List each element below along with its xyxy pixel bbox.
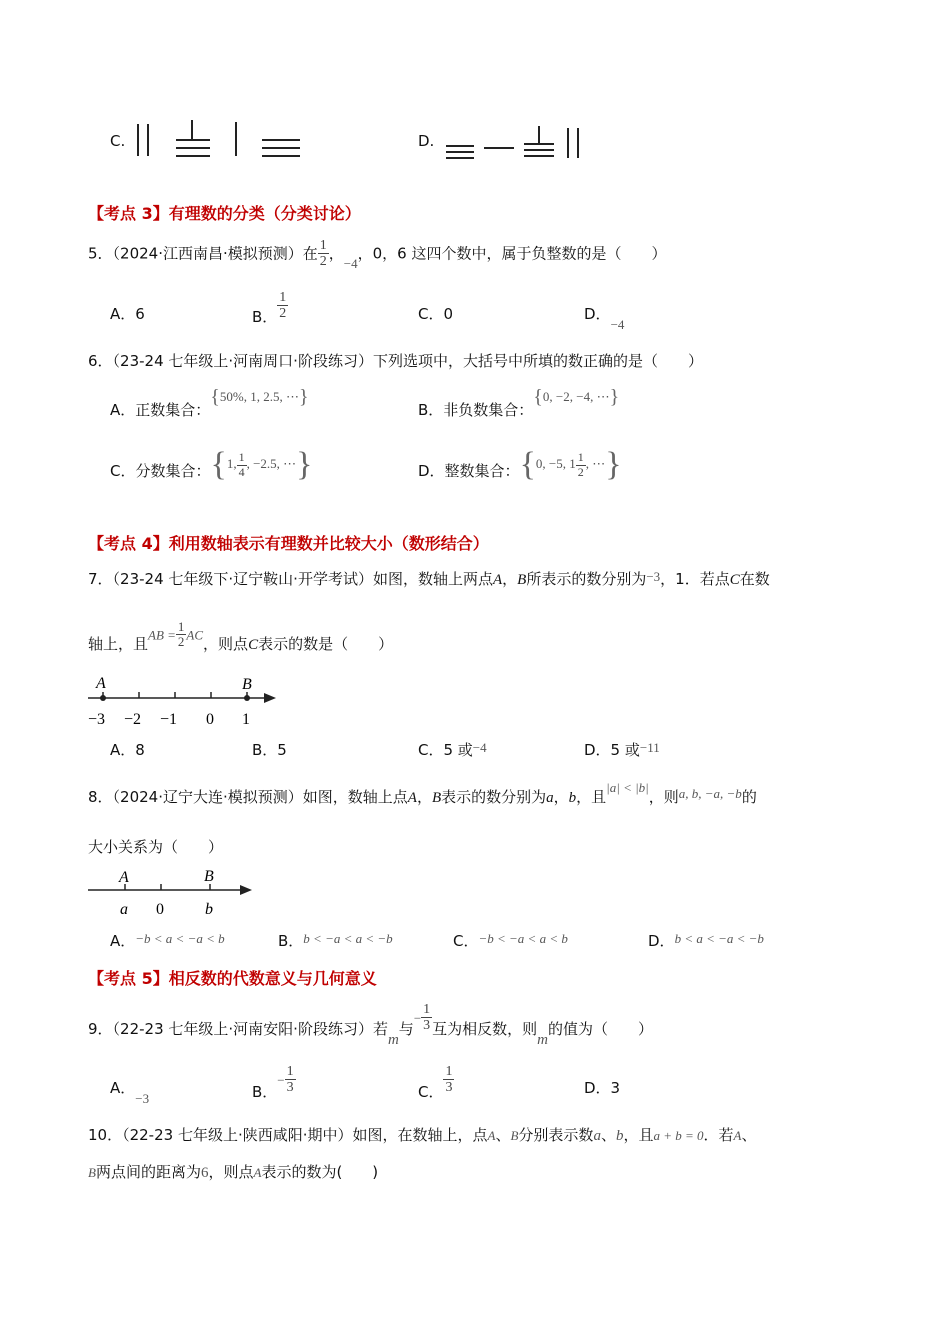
section-heading-4: 【考点 4】利用数轴表示有理数并比较大小（数形结合） [88,534,489,553]
question-source: （2024·江西南昌·模拟预测）在 [112,244,318,263]
prev-option-d [418,132,434,150]
question-text: ，0，6 这四个数中，属于负整数的是（ ） [357,244,667,263]
rod-numeral-c [132,116,307,162]
question-10-line1: 10．（22-23 七年级上·陕西咸阳·期中）如图，在数轴上，点A、B分别表示数a、b，且a + b = 0．若A、 [88,1126,757,1144]
tick-label: b [205,901,213,918]
q5-option-a: A．6 [110,305,145,323]
question-10-line2: B两点间的距离为6，则点A表示的数为( ) [88,1163,379,1181]
q8-option-c: C．−b < −a < a < b [453,931,568,950]
q7-option-b: B．5 [252,741,287,759]
question-text: （23-24 七年级上·河南周口·阶段练习）下列选项中，大括号中所填的数正确的是（ ） [112,352,703,370]
q5-option-d: D．−4 [584,305,625,332]
q9-option-a: A．−3 [110,1079,150,1106]
q9-option-b: B．− $\frac{1}{3}$ [252,1064,294,1102]
question-number: 8． [88,788,113,806]
q8-option-d: D．b < a < −a < −b [648,931,764,950]
q9-option-d: D．3 [584,1079,621,1097]
question-number: 5． [88,244,113,263]
question-number: 7． [88,570,113,588]
section-heading-3: 【考点 3】有理数的分类（分类讨论） [88,204,361,223]
value-neg4: −4 [343,256,358,272]
label-b: B [242,676,252,693]
question-8-line2: 大小关系为（ ） [88,838,224,856]
q8-option-a: A．−b < a < −a < b [110,931,225,950]
label-a: A [119,869,129,886]
question-number: 6． [88,352,113,370]
q6-option-a: A．正数集合：{50%, 1, 2.5, ⋯} [110,386,309,419]
q7-option-c: C．5 或−4 [418,740,487,759]
tick-label: a [120,901,128,918]
label-a: A [96,675,106,692]
q6-option-b: B．非负数集合：{0, −2, −4, ⋯} [418,386,620,419]
q5-option-b: B． $\frac{1}{2}$ [252,290,287,327]
q9-option-c: C． $\frac{1}{3}$ [418,1064,453,1102]
point-b [244,695,250,701]
option-label: D. [418,132,435,150]
section-heading-5: 【考点 5】相反数的代数意义与几何意义 [88,969,377,988]
fraction-half: $\frac{1}{2}$ [319,238,327,270]
question-5: 5．（2024·江西南昌·模拟预测）在 $\frac{1}{2}$ ，−4，0，6 这四个数中，属于负整数的是（ ） [88,238,667,272]
label-b: B [204,868,214,885]
tick-label: 0 [206,711,214,728]
prev-option-c [110,132,125,150]
tick-label: −1 [160,711,178,728]
question-number: 10． [88,1126,123,1144]
q6-option-d: D．整数集合：{0, −5, 1 $\frac{1}{2}$ , ⋯} [418,446,622,483]
question-8-line1: 8．（2024·辽宁大连·模拟预测）如图，数轴上点A，B表示的数分别为a，b，且|a| < |b|，则a, b, −a, −b的 [88,780,757,806]
q6-option-c: C．分数集合：{1, $\frac{1}{4}$ , −2.5, ⋯} [110,446,313,483]
rod-numeral-d [442,118,592,164]
tick-label: −2 [124,711,142,728]
question-7-line1: 7．（23-24 七年级下·辽宁鞍山·开学考试）如图，数轴上两点A，B所表示的数分别为−3，1．若点C在数 [88,569,770,588]
q8-option-b: B．b < −a < a < −b [278,931,393,950]
tick-label: 0 [156,901,164,918]
q5-option-c: C．0 [418,305,454,323]
number-line-q8 [84,864,264,920]
number-line-q7 [84,672,284,730]
point-a [100,695,106,701]
tick-label: 1 [242,711,250,728]
question-6 [88,350,703,371]
tick-label: −3 [88,711,106,728]
question-7-line2: 轴上，且AB = $\frac{1}{2}$ AC，则点C表示的数是（ ） [88,619,394,654]
question-9: 9．（22-23 七年级上·河南安阳·阶段练习）若m与− $\frac{1}{3}$ 互为相反数，则m的值为（ ） [88,1002,654,1049]
question-number: 9． [88,1020,113,1039]
q7-option-d: D．5 或−11 [584,740,660,759]
q7-option-a: A．8 [110,741,145,759]
option-label: C. [110,132,126,150]
